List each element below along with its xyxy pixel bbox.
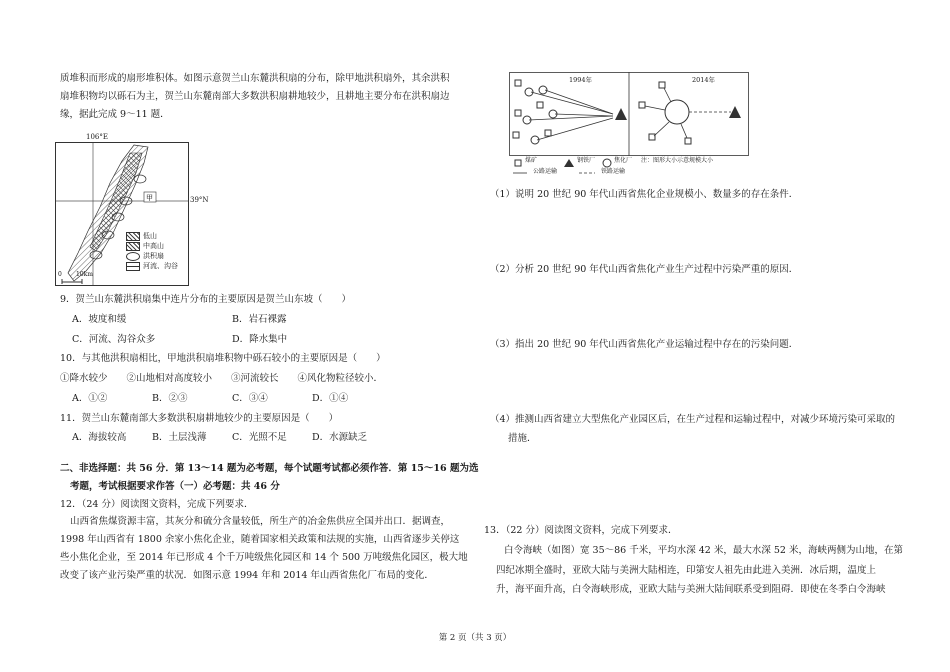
- q11-options: [60, 431, 480, 445]
- section-2: [60, 462, 485, 582]
- lat-label: 39°N: [190, 196, 209, 204]
- q11-option-b[interactable]: B．土层浅薄: [152, 432, 207, 444]
- left-column: [60, 72, 480, 121]
- q13-para-3: 升，海平面升高，白令海峡形成，亚欧大陆与美洲大陆间联系受到阻碍．即使在冬季白令海峡: [496, 584, 886, 596]
- q11-option-a[interactable]: A．海拔较高: [72, 432, 127, 444]
- year-1994-label: 1994年: [569, 76, 593, 84]
- q10-options: [60, 392, 480, 406]
- q9-stem: 9．贺兰山东麓洪积扇集中连片分布的主要原因是贺兰山东坡（ ）: [60, 294, 352, 305]
- intro-line-2: 扇堆积物均以砾石为主，贺兰山东麓南部大多数洪积扇耕地较少，且耕地主要分布在洪积扇边: [60, 90, 450, 102]
- jia-label: 甲: [146, 194, 153, 202]
- q9-option-b[interactable]: B．岩石裸露: [232, 313, 287, 325]
- section2-line-1: 二、非选择题：共 56 分．第 13～14 题为必考题，每个试题考试都必须作答．第 15～16 题为选: [60, 463, 479, 474]
- q9-option-d[interactable]: D．降水集中: [232, 333, 288, 345]
- section2-line-2: 考题，考试根据要求作答（一）必考题：共 46 分: [70, 480, 280, 492]
- legend-alluvial-fan: 洪积扇: [126, 251, 186, 261]
- q13-para-2: 四纪冰期全盛时，亚欧大陆与美洲大陆相连，印第安人祖先由此进入美洲．冰后期，温度上: [496, 564, 877, 576]
- q12-para-4: 改变了该产业污染严重的状况．如图示意 1994 年和 2014 年山西省焦化厂布局的变化．: [60, 569, 434, 581]
- q12-sub-4b: 措施．: [508, 433, 537, 444]
- q10-option-a[interactable]: A．①②: [72, 392, 108, 404]
- lon-label: 106°E: [86, 133, 108, 141]
- q9-options-2: [60, 333, 480, 347]
- q12-para-1: 山西省焦煤资源丰富，其灰分和硫分含量较低，所生产的冶金焦供应全国并出口．据调查，: [70, 516, 451, 528]
- q11-option-d[interactable]: D．水源缺乏: [312, 432, 368, 444]
- coking-layout-figure: [509, 72, 749, 176]
- legend-mine-label: 煤矿: [525, 157, 538, 164]
- q11-option-c[interactable]: C．光照不足: [232, 432, 287, 444]
- page-footer: 第 2 页（共 3 页）: [438, 633, 512, 643]
- q13-block: [484, 524, 903, 597]
- q9-options: [60, 313, 480, 327]
- q10-option-b[interactable]: B．②③: [152, 392, 188, 404]
- year-2014-label: 2014年: [692, 76, 716, 84]
- q12-sub-3: （3）指出 20 世纪 90 年代山西省焦化产业运输过程中存在的污染问题．: [490, 339, 799, 350]
- q12-head: 12．（24 分）阅读图文资料，完成下列要求．: [60, 498, 254, 510]
- legend-low-mountain: 低山: [126, 231, 186, 241]
- q10-option-d[interactable]: D．①④: [312, 392, 349, 404]
- q10-option-c[interactable]: C．③④: [232, 392, 268, 404]
- q9-option-a[interactable]: A．坡度和缓: [72, 313, 127, 325]
- legend-note-label: 注：图形大小示意规模大小: [641, 157, 714, 164]
- helan-mountain-map: [55, 133, 209, 286]
- q12-para-2: 1998 年山西省有 1800 余家小焦化企业，随着国家相关政策和法规的实施，山西省逐步关停这: [60, 534, 460, 546]
- intro-line-3: 缘，据此完成 9～11 题．: [60, 108, 170, 120]
- legend-steel-label: 钢铁厂: [577, 157, 596, 164]
- legend-river: 河流、沟谷: [126, 261, 186, 271]
- map-legend: [126, 231, 186, 271]
- intro-line-1: 质堆积而形成的扇形堆积体。如图示意贺兰山东麓洪积扇的分布，除甲地洪积扇外，其余洪积: [60, 73, 450, 84]
- legend-rail-label: 铁路运输: [601, 168, 626, 175]
- legend-high-mountain: 中高山: [126, 241, 186, 251]
- q13-head: 13．（22 分）阅读图文资料，完成下列要求．: [484, 525, 678, 536]
- q10-stem: 10．与其他洪积扇相比，甲地洪积扇堆积物中砾石较小的主要原因是（ ）: [60, 353, 386, 365]
- q13-para-1: 白令海峡（如图）宽 35～86 千米，平均水深 42 米，最大水深 52 米，海峡两侧为山地，在第: [504, 544, 903, 556]
- q12-sub-1: （1）说明 20 世纪 90 年代山西省焦化企业规模小、数量多的存在条件．: [490, 189, 799, 200]
- scale-end: 10km: [76, 271, 93, 278]
- choice-questions: [60, 293, 480, 445]
- scale-start: 0: [58, 271, 62, 278]
- q12-sub-4a: （4）推测山西省建立大型焦化产业园区后，在生产过程和运输过程中，对减少环境污染可采取的: [490, 414, 896, 425]
- q9-option-c[interactable]: C．河流、沟谷众多: [72, 333, 156, 345]
- q12-para-3: 些小焦化企业，至 2014 年已形成 4 个千万吨级焦化园区和 14 个 500 万吨级焦化园区，极大地: [60, 551, 468, 563]
- legend-road-label: 公路运输: [533, 168, 558, 175]
- q10-items: ①降水较少 ②山地相对高度较小 ③河流较长 ④风化物粒径较小．: [60, 373, 384, 385]
- q12-sub-2: （2）分析 20 世纪 90 年代山西省焦化产业生产过程中污染严重的原因．: [490, 264, 799, 275]
- legend-coke-label: 焦化厂: [614, 157, 633, 164]
- q11-stem: 11．贺兰山东麓南部大多数洪积扇耕地较少的主要原因是（ ）: [60, 412, 339, 424]
